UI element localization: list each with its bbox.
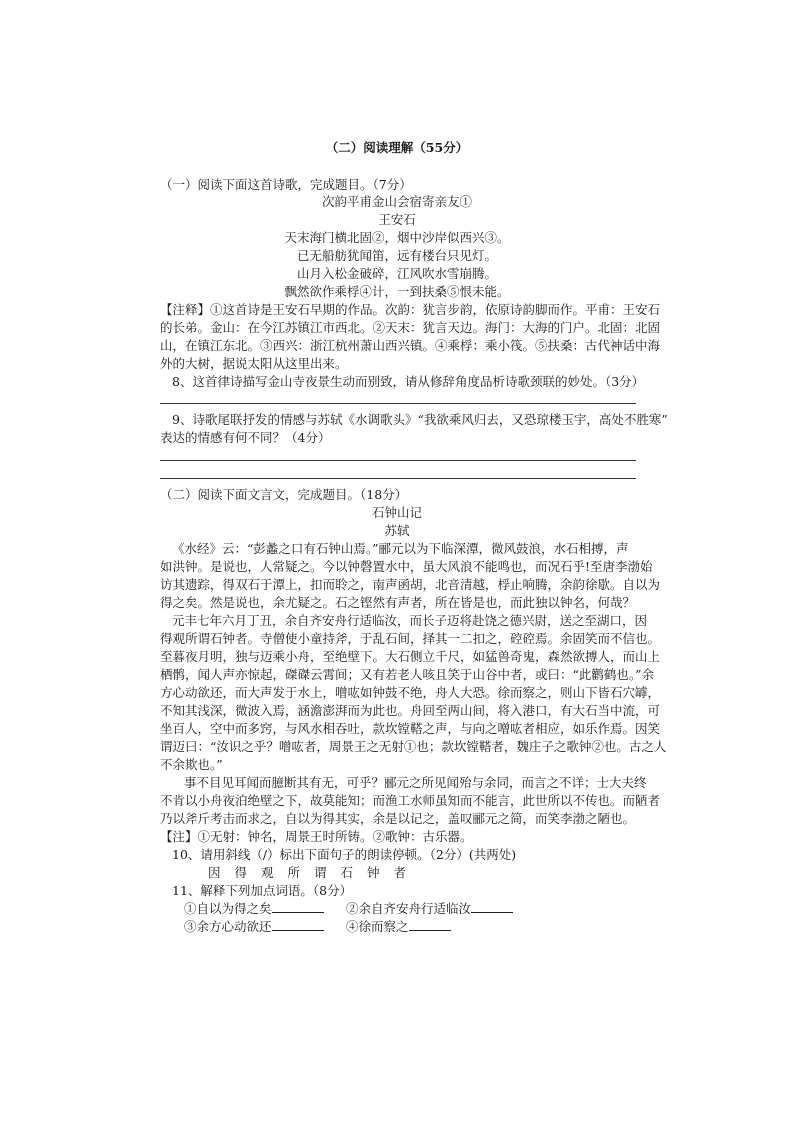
poem-line: 天末海门横北固②，烟中沙岸似西兴③。 xyxy=(284,230,510,245)
prose-line: 访其遗踪，得双石于潭上，扣而聆之，南声函胡，北音清越，桴止响腾，余韵徐歇。自以为 xyxy=(160,577,661,592)
prose-author: 苏轼 xyxy=(384,523,410,538)
q11-item xyxy=(346,900,513,918)
poem-line: 飘然欲作乘桴④计，一到扶桑⑤恨未能。 xyxy=(284,284,510,299)
answer-line xyxy=(160,460,636,461)
prose-note: 【注】①无射：钟名，周景王时所铸。②歌钟：古乐器。 xyxy=(160,829,473,844)
q11-item xyxy=(346,918,451,936)
question-9-cont: 表达的情感有何不同？（4分） xyxy=(160,430,331,445)
answer-line xyxy=(160,478,636,479)
answer-blank[interactable] xyxy=(272,900,324,913)
answer-blank[interactable] xyxy=(471,900,513,913)
prose-title: 石钟山记 xyxy=(371,505,422,520)
prose-line: 至暮夜月明，独与迈乘小舟，至绝壁下。大石侧立千尺，如猛兽奇鬼，森然欲搏人，而山上 xyxy=(160,649,661,664)
answer-blank[interactable] xyxy=(409,918,451,931)
q11-item xyxy=(184,900,324,918)
poem-note-line: 山，在镇江东北。③西兴：浙江杭州萧山西兴镇。④乘桴：乘小筏。⑤扶桑：古代神话中海 xyxy=(160,338,661,353)
poem-note-line: 的长弟。金山：在今江苏镇江市西北。②天末：犹言天边。海门：大海的门户。北固：北固 xyxy=(160,320,661,335)
prose-line: 事不目见耳闻而臆断其有无，可乎？郦元之所见闻殆与余同，而言之不详；士大夫终 xyxy=(184,775,647,790)
q11-item-text: ④徐而察之 xyxy=(346,919,409,934)
prose-line: 乃以斧斤考击而求之，自以为得其实，余是以记之，盖叹郦元之简，而笑李渤之陋也。 xyxy=(160,811,636,826)
prose-line: 得观所谓石钟者。寺僧使小童持斧，于乱石间，择其一二扣之，硿硿焉。余固笑而不信也。 xyxy=(160,631,661,646)
poem-title: 次韵平甫金山会宿寄亲友① xyxy=(321,194,472,209)
prose-line: 如洪钟。是说也，人常疑之。今以钟磬置水中，虽大风浪不能鸣也，而况石乎!至唐李渤始 xyxy=(160,559,653,574)
answer-line xyxy=(160,403,636,404)
q11-item-text: ③余方心动欲还 xyxy=(184,919,272,934)
section-title: （二）阅读理解（55分） xyxy=(325,140,469,155)
prose-line: 坐百人，空中而多窍，与风水相吞吐，款坎镗鞳之声，与向之噌吰者相应，如乐作焉。因笑 xyxy=(160,721,661,736)
q11-item xyxy=(184,918,324,936)
poem-author: 王安石 xyxy=(378,212,416,227)
prose-line: 不肯以小舟夜泊绝壁之下，故莫能知；而渔工水师虽知而不能言，此世所以不传也。而陋者 xyxy=(160,793,661,808)
q11-item-text: ①自以为得之矣 xyxy=(184,901,272,916)
question-11: 11、解释下列加点词语。（8分） xyxy=(172,883,353,898)
prose-line: 不余欺也。” xyxy=(160,757,223,772)
prose-line: 方心动欲还，而大声发于水上，噌吰如钟鼓不绝，舟人大恐。徐而察之，则山下皆石穴罅， xyxy=(160,685,661,700)
question-10: 10、请用斜线（/）标出下面句子的朗读停顿。（2分）(共两处) xyxy=(172,847,517,862)
prose-line: 得之矣。然是说也，余尤疑之。石之铿然有声者，所在皆是也，而此独以钟名，何哉？ xyxy=(160,595,636,610)
question-8: 8、这首律诗描写金山寺夜景生动而别致，请从修辞角度品析诗歌颈联的妙处。（3分） xyxy=(172,374,645,389)
prose-instruction: （二）阅读下面文言文，完成题目。（18分） xyxy=(160,487,408,502)
prose-line: 《水经》云：“彭蠡之口有石钟山焉。”郦元以为下临深潭，微风鼓浪，水石相搏，声 xyxy=(172,541,629,556)
poem-line: 山月入松金破碎，江风吹水雪崩腾。 xyxy=(296,266,497,281)
poem-note-line: 【注释】①这首诗是王安石早期的作品。次韵：犹言步韵，依原诗韵脚而作。平甫：王安石 xyxy=(160,302,661,317)
question-9: 9、诗歌尾联抒发的情感与苏轼《水调歌头》“我欲乘风归去，又恐琼楼玉宇，高处不胜寒” xyxy=(172,412,668,427)
prose-line: 谓迈曰：“汝识之乎？噌吰者，周景王之无射①也；款坎镗鞳者，魏庄子之歌钟②也。古之人 xyxy=(160,739,667,754)
prose-line: 元丰七年六月丁丑，余自齐安舟行适临汝，而长子迈将赴饶之德兴尉，送之至湖口，因 xyxy=(172,613,648,628)
poem-instruction: （一）阅读下面这首诗歌，完成题目。（7分） xyxy=(160,177,412,192)
poem-line: 已无船舫犹闻笛，远有楼台只见灯。 xyxy=(296,248,497,263)
question-10-phrase: 因得观所谓石钟者 xyxy=(208,865,421,880)
prose-line: 不知其浅深，微波入焉，涵澹澎湃而为此也。舟回至两山间，将入港口，有大石当中流，可 xyxy=(160,703,661,718)
prose-line: 栖鹘，闻人声亦惊起，磔磔云霄间；又有若老人咳且笑于山谷中者，或曰：“此鹳鹤也。”余 xyxy=(160,667,655,682)
poem-note-line: 外的大树，据说太阳从这里出来。 xyxy=(160,356,348,371)
answer-blank[interactable] xyxy=(272,918,324,931)
q11-item-text: ②余自齐安舟行适临汝 xyxy=(346,901,472,916)
